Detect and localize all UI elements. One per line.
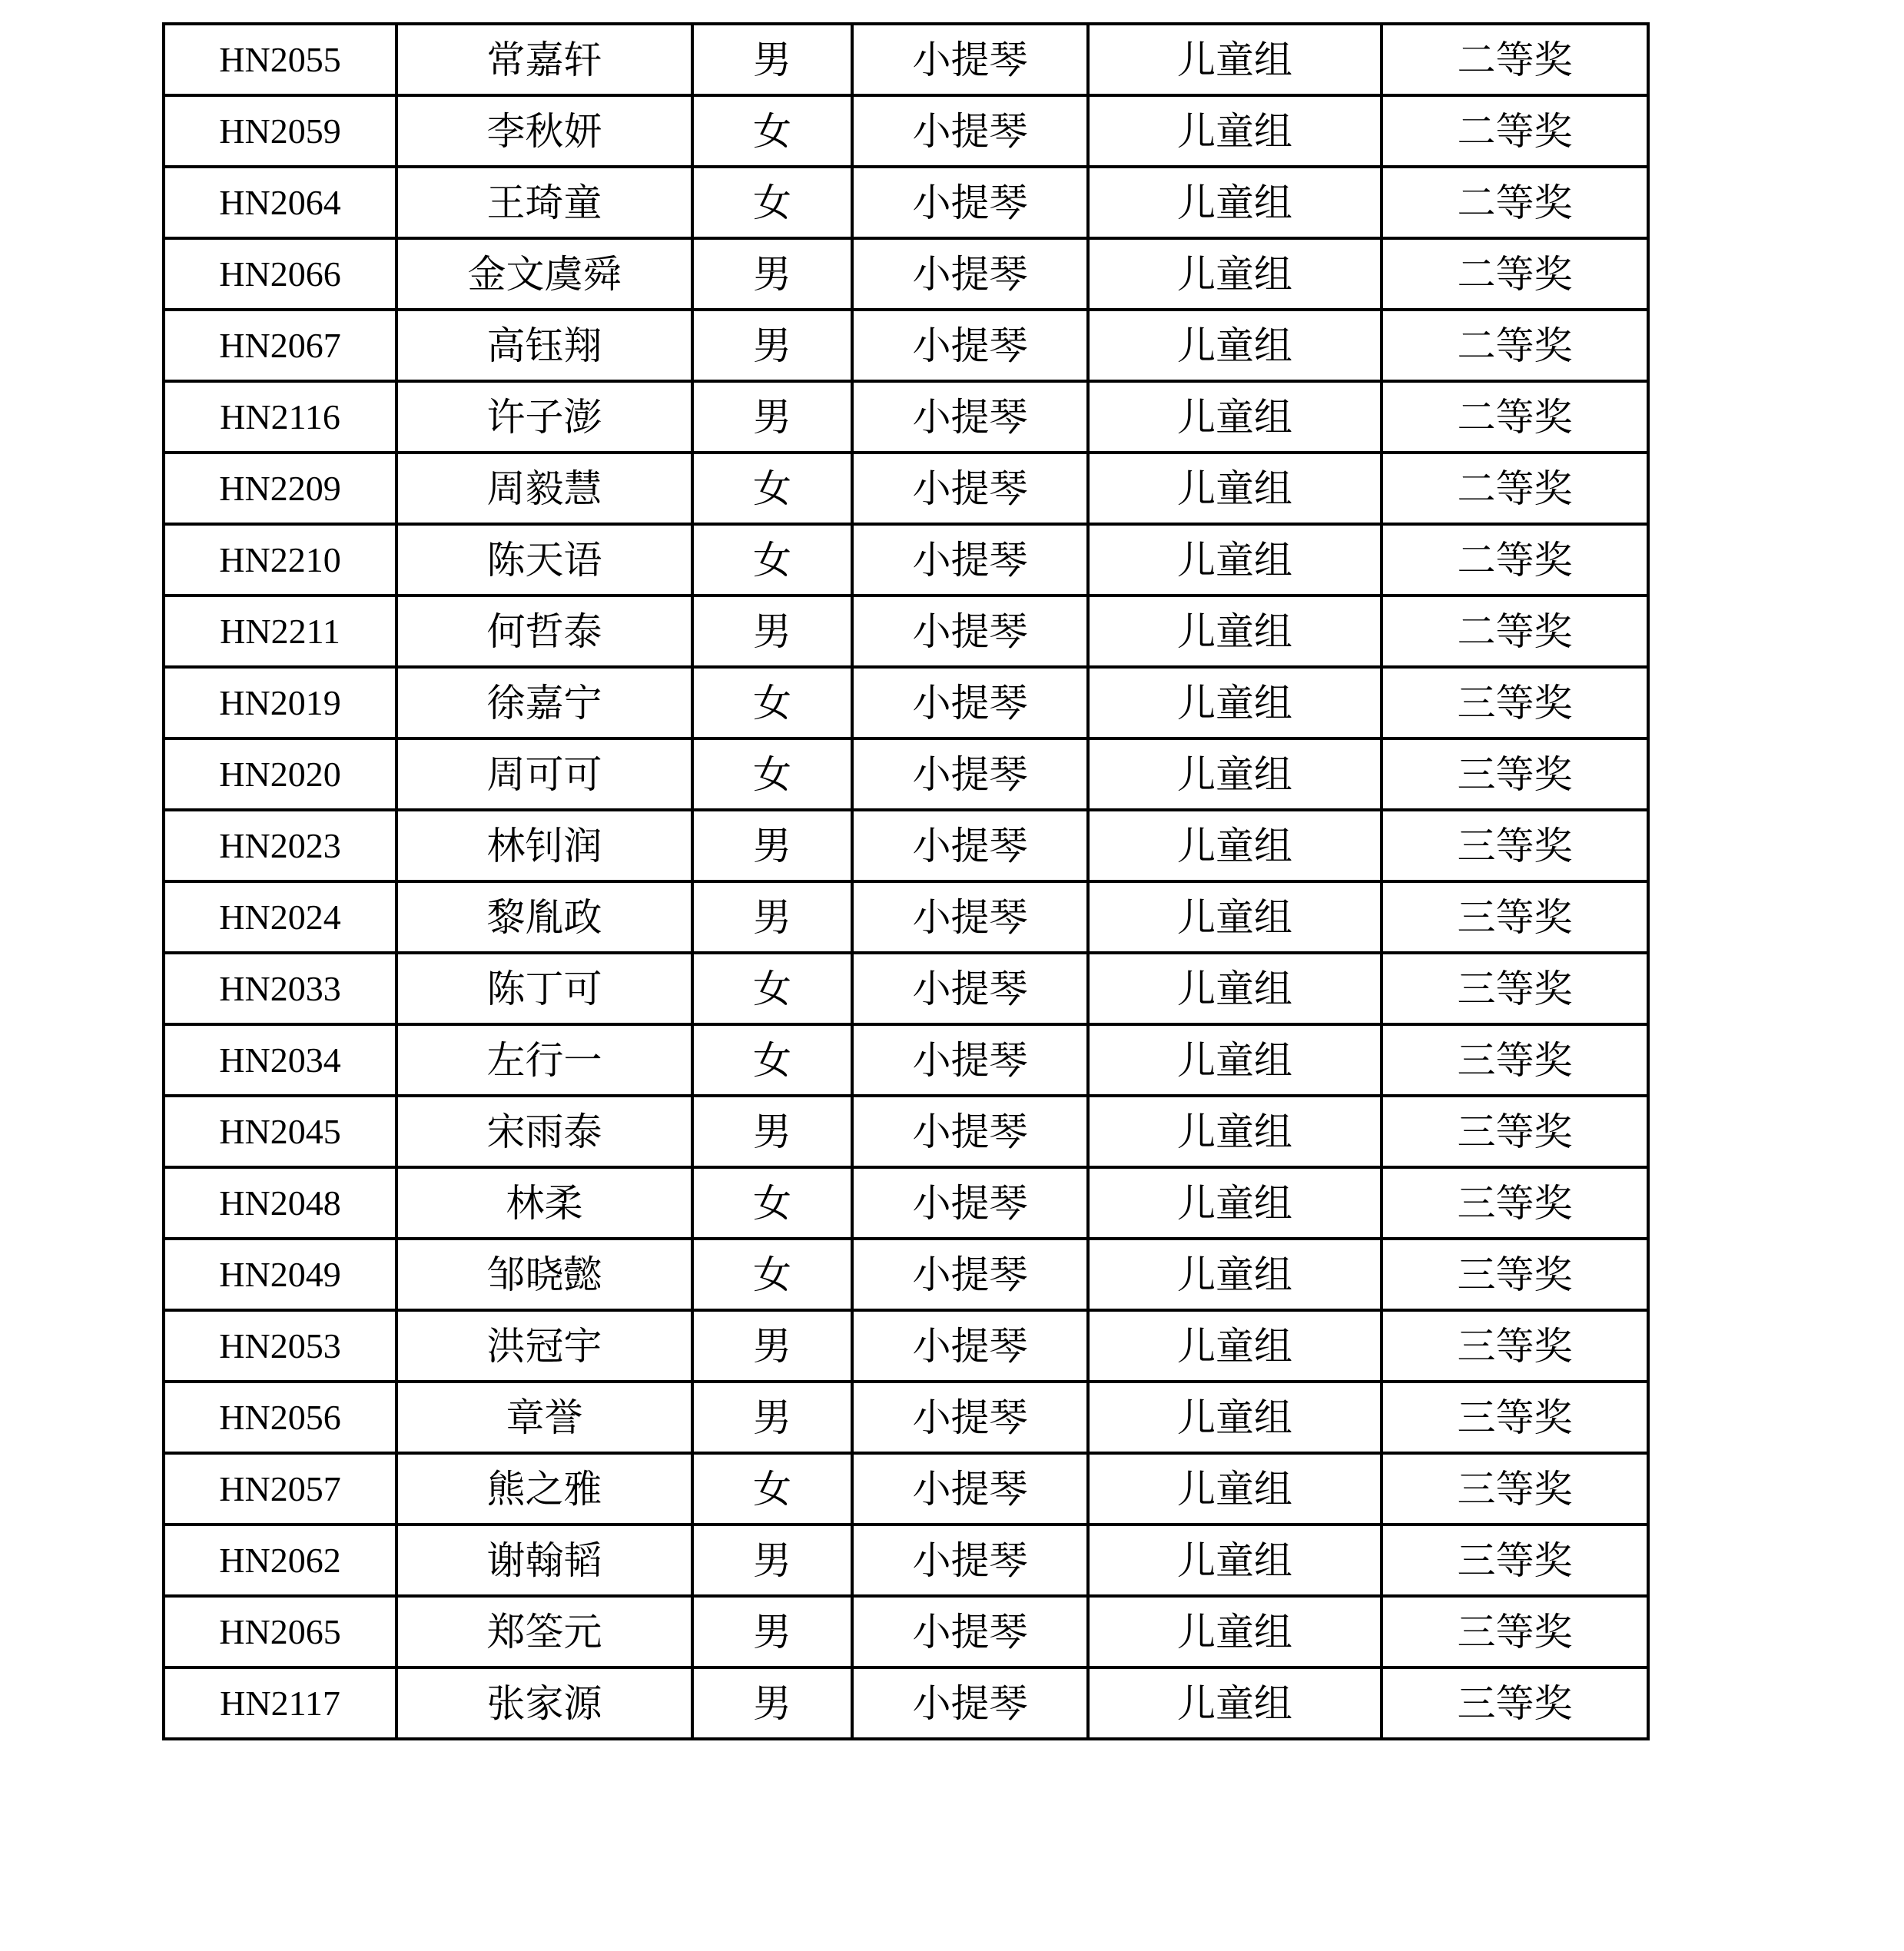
table-row [164,1167,1648,1239]
table-row [164,1239,1648,1310]
group-cell: 儿童组 [1088,310,1382,381]
instrument-cell: 小提琴 [852,167,1088,238]
group-cell: 儿童组 [1088,1596,1382,1667]
group-cell: 儿童组 [1088,1525,1382,1596]
table-row [164,453,1648,524]
gender-cell: 女 [692,524,852,596]
table-row [164,596,1648,667]
award-cell: 三等奖 [1382,1024,1648,1096]
award-cell: 三等奖 [1382,667,1648,738]
award-cell: 二等奖 [1382,310,1648,381]
name-cell: 郑筌元 [396,1596,692,1667]
table-row [164,1024,1648,1096]
instrument-cell: 小提琴 [852,524,1088,596]
table-row [164,1596,1648,1667]
award-cell: 三等奖 [1382,810,1648,881]
award-cell: 三等奖 [1382,1096,1648,1167]
instrument-cell: 小提琴 [852,810,1088,881]
instrument-cell: 小提琴 [852,1525,1088,1596]
group-cell: 儿童组 [1088,667,1382,738]
group-cell: 儿童组 [1088,810,1382,881]
gender-cell: 男 [692,238,852,310]
gender-cell: 男 [692,881,852,953]
table-row [164,738,1648,810]
entry-id-cell: HN2064 [164,167,396,238]
gender-cell: 女 [692,1167,852,1239]
name-cell: 熊之雅 [396,1453,692,1525]
instrument-cell: 小提琴 [852,1024,1088,1096]
gender-cell: 男 [692,1310,852,1382]
group-cell: 儿童组 [1088,1167,1382,1239]
table-row [164,1453,1648,1525]
table-row [164,1310,1648,1382]
gender-cell: 女 [692,953,852,1024]
name-cell: 林钊润 [396,810,692,881]
entry-id-cell: HN2048 [164,1167,396,1239]
entry-id-cell: HN2034 [164,1024,396,1096]
group-cell: 儿童组 [1088,167,1382,238]
award-cell: 二等奖 [1382,238,1648,310]
entry-id-cell: HN2053 [164,1310,396,1382]
name-cell: 林柔 [396,1167,692,1239]
group-cell: 儿童组 [1088,1667,1382,1739]
award-cell: 二等奖 [1382,95,1648,167]
name-cell: 高钰翔 [396,310,692,381]
group-cell: 儿童组 [1088,24,1382,95]
gender-cell: 女 [692,738,852,810]
group-cell: 儿童组 [1088,1310,1382,1382]
name-cell: 章誉 [396,1382,692,1453]
entry-id-cell: HN2209 [164,453,396,524]
name-cell: 陈丁可 [396,953,692,1024]
instrument-cell: 小提琴 [852,881,1088,953]
name-cell: 黎胤政 [396,881,692,953]
instrument-cell: 小提琴 [852,1310,1088,1382]
instrument-cell: 小提琴 [852,1382,1088,1453]
group-cell: 儿童组 [1088,738,1382,810]
group-cell: 儿童组 [1088,453,1382,524]
gender-cell: 男 [692,810,852,881]
group-cell: 儿童组 [1088,95,1382,167]
name-cell: 张家源 [396,1667,692,1739]
name-cell: 陈天语 [396,524,692,596]
instrument-cell: 小提琴 [852,1596,1088,1667]
entry-id-cell: HN2045 [164,1096,396,1167]
entry-id-cell: HN2023 [164,810,396,881]
group-cell: 儿童组 [1088,953,1382,1024]
entry-id-cell: HN2067 [164,310,396,381]
award-cell: 三等奖 [1382,953,1648,1024]
table-row [164,881,1648,953]
entry-id-cell: HN2019 [164,667,396,738]
gender-cell: 男 [692,381,852,453]
name-cell: 许子澎 [396,381,692,453]
award-cell: 三等奖 [1382,1667,1648,1739]
gender-cell: 女 [692,1239,852,1310]
table-row [164,238,1648,310]
instrument-cell: 小提琴 [852,596,1088,667]
gender-cell: 男 [692,596,852,667]
name-cell: 李秋妍 [396,95,692,167]
group-cell: 儿童组 [1088,1453,1382,1525]
group-cell: 儿童组 [1088,381,1382,453]
table-row [164,810,1648,881]
name-cell: 常嘉轩 [396,24,692,95]
award-cell: 三等奖 [1382,1167,1648,1239]
entry-id-cell: HN2210 [164,524,396,596]
award-cell: 二等奖 [1382,167,1648,238]
entry-id-cell: HN2065 [164,1596,396,1667]
instrument-cell: 小提琴 [852,667,1088,738]
entry-id-cell: HN2116 [164,381,396,453]
entry-id-cell: HN2057 [164,1453,396,1525]
name-cell: 谢翰韬 [396,1525,692,1596]
table-row [164,1667,1648,1739]
group-cell: 儿童组 [1088,596,1382,667]
gender-cell: 男 [692,24,852,95]
name-cell: 金文虞舜 [396,238,692,310]
name-cell: 徐嘉宁 [396,667,692,738]
gender-cell: 女 [692,453,852,524]
award-cell: 三等奖 [1382,1525,1648,1596]
name-cell: 何哲泰 [396,596,692,667]
group-cell: 儿童组 [1088,1239,1382,1310]
group-cell: 儿童组 [1088,1024,1382,1096]
name-cell: 左行一 [396,1024,692,1096]
award-cell: 三等奖 [1382,1596,1648,1667]
award-cell: 三等奖 [1382,738,1648,810]
gender-cell: 女 [692,1024,852,1096]
table-row [164,953,1648,1024]
name-cell: 邹晓懿 [396,1239,692,1310]
award-cell: 三等奖 [1382,1382,1648,1453]
instrument-cell: 小提琴 [852,953,1088,1024]
table-row [164,1096,1648,1167]
table-row [164,667,1648,738]
instrument-cell: 小提琴 [852,1239,1088,1310]
entry-id-cell: HN2059 [164,95,396,167]
entry-id-cell: HN2211 [164,596,396,667]
entry-id-cell: HN2117 [164,1667,396,1739]
gender-cell: 男 [692,1596,852,1667]
table-row [164,310,1648,381]
entry-id-cell: HN2062 [164,1525,396,1596]
gender-cell: 男 [692,1096,852,1167]
award-cell: 三等奖 [1382,1453,1648,1525]
award-cell: 三等奖 [1382,881,1648,953]
table-row [164,167,1648,238]
instrument-cell: 小提琴 [852,738,1088,810]
table-row [164,524,1648,596]
award-cell: 二等奖 [1382,596,1648,667]
group-cell: 儿童组 [1088,524,1382,596]
name-cell: 周毅慧 [396,453,692,524]
table-body [164,24,1648,1739]
award-cell: 二等奖 [1382,381,1648,453]
instrument-cell: 小提琴 [852,24,1088,95]
gender-cell: 女 [692,95,852,167]
table-row [164,381,1648,453]
entry-id-cell: HN2066 [164,238,396,310]
instrument-cell: 小提琴 [852,238,1088,310]
award-cell: 二等奖 [1382,524,1648,596]
entry-id-cell: HN2049 [164,1239,396,1310]
award-cell: 三等奖 [1382,1310,1648,1382]
gender-cell: 女 [692,167,852,238]
results-table [162,22,1650,1740]
gender-cell: 男 [692,1382,852,1453]
entry-id-cell: HN2033 [164,953,396,1024]
instrument-cell: 小提琴 [852,310,1088,381]
entry-id-cell: HN2020 [164,738,396,810]
entry-id-cell: HN2024 [164,881,396,953]
gender-cell: 男 [692,1667,852,1739]
award-cell: 二等奖 [1382,24,1648,95]
table-row [164,95,1648,167]
entry-id-cell: HN2055 [164,24,396,95]
group-cell: 儿童组 [1088,1382,1382,1453]
name-cell: 周可可 [396,738,692,810]
gender-cell: 男 [692,310,852,381]
group-cell: 儿童组 [1088,238,1382,310]
group-cell: 儿童组 [1088,881,1382,953]
award-cell: 三等奖 [1382,1239,1648,1310]
name-cell: 王琦童 [396,167,692,238]
instrument-cell: 小提琴 [852,1667,1088,1739]
gender-cell: 女 [692,1453,852,1525]
instrument-cell: 小提琴 [852,1096,1088,1167]
award-cell: 二等奖 [1382,453,1648,524]
instrument-cell: 小提琴 [852,1453,1088,1525]
table-row [164,1525,1648,1596]
gender-cell: 男 [692,1525,852,1596]
instrument-cell: 小提琴 [852,381,1088,453]
table-row [164,1382,1648,1453]
entry-id-cell: HN2056 [164,1382,396,1453]
gender-cell: 女 [692,667,852,738]
group-cell: 儿童组 [1088,1096,1382,1167]
instrument-cell: 小提琴 [852,453,1088,524]
table-row [164,24,1648,95]
name-cell: 宋雨泰 [396,1096,692,1167]
instrument-cell: 小提琴 [852,95,1088,167]
instrument-cell: 小提琴 [852,1167,1088,1239]
name-cell: 洪冠宇 [396,1310,692,1382]
